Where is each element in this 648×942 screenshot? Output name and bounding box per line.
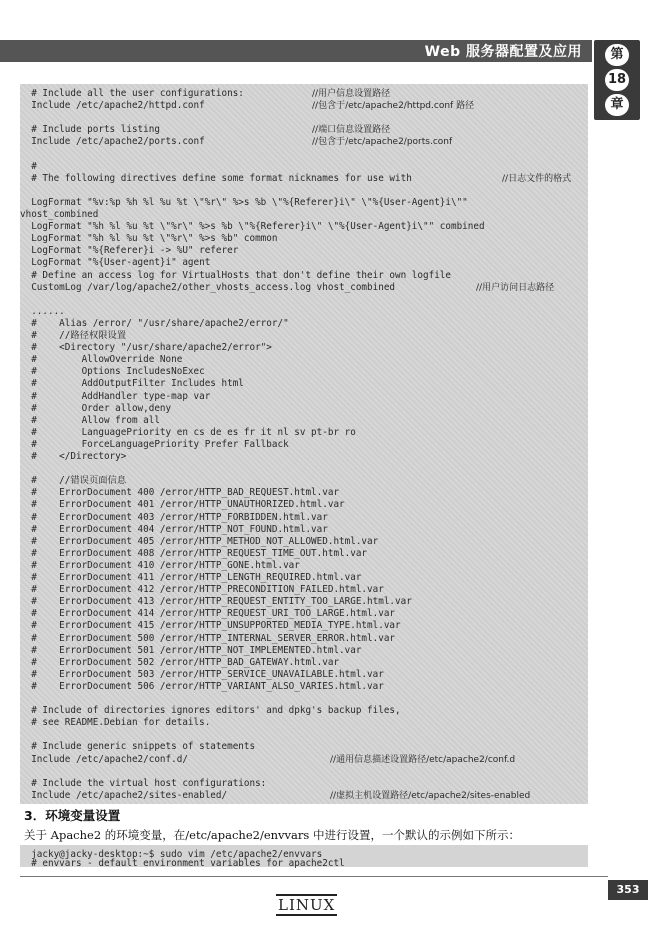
code-line: # LanguagePriority en cs de es fr it nl sv pt-br ro — [20, 426, 356, 438]
footer-rule — [20, 876, 608, 877]
code-line: # Include the virtual host configurations: — [20, 777, 267, 789]
chapter-tab-suffix: 章 — [605, 94, 629, 116]
code-line: # Allow from all — [20, 414, 160, 426]
code-line: # //错误页面信息 — [20, 475, 127, 487]
code-line: # ErrorDocument 405 /error/HTTP_METHOD_NOT_ALLOWED.html.var — [20, 535, 379, 547]
code-line: # Options IncludesNoExec — [20, 366, 205, 378]
code-line: # ErrorDocument 415 /error/HTTP_UNSUPPORTED_MEDIA_TYPE.html.var — [20, 620, 401, 632]
code-line: vhost_combined — [20, 209, 99, 220]
code-comment: //用户信息设置路径 — [312, 89, 391, 99]
code-line: CustomLog /var/log/apache2/other_vhosts_access.log vhost_combined — [20, 281, 396, 293]
chapter-tab-prefix: 第 — [605, 44, 629, 66]
code-line: # see README.Debian for details. — [20, 717, 211, 729]
code-line: # <Directory "/usr/share/apache2/error"> — [20, 342, 272, 354]
code-line: # The following directives define some format nicknames for use with — [20, 172, 412, 184]
code-line: # ErrorDocument 411 /error/HTTP_LENGTH_REQUIRED.html.var — [20, 572, 362, 583]
code-line: # Include of directories ignores editors' and dpkg's backup files, — [20, 705, 401, 717]
code-line: LogFormat "%{Referer}i -> %U" referer — [20, 245, 239, 257]
code-line: # ErrorDocument 412 /error/HTTP_PRECONDITION_FAILED.html.var — [20, 584, 384, 596]
running-header — [0, 40, 592, 62]
code-line: Include /etc/apache2/conf.d/ — [20, 753, 188, 765]
code-line: # ErrorDocument 410 /error/HTTP_GONE.html.var — [20, 559, 300, 571]
code-line: # Order allow,deny — [20, 402, 172, 414]
chapter-tab — [594, 40, 640, 120]
code-line: LogFormat "%h %l %u %t \"%r\" %>s %b" common — [20, 233, 278, 245]
code-line: # Define an access log for VirtualHosts that don't define their own logfile — [20, 269, 451, 281]
code-line: # ForceLanguagePriority Prefer Fallback — [20, 438, 289, 450]
page-number: 353 — [608, 880, 648, 900]
code-line: # ErrorDocument 502 /error/HTTP_BAD_GATEWAY.html.var — [20, 656, 340, 668]
code-line: # ErrorDocument 404 /error/HTTP_NOT_FOUND.html.var — [20, 523, 328, 535]
code-line: # ErrorDocument 503 /error/HTTP_SERVICE_UNAVAILABLE.html.var — [20, 668, 384, 680]
code-line: # AddOutputFilter Includes html — [20, 378, 244, 390]
code-line: # ErrorDocument 506 /error/HTTP_VARIANT_ALSO_VARIES.html.var — [20, 680, 384, 692]
code-line: # Include all the user configurations: — [20, 88, 244, 99]
code-line: # Include ports listing — [20, 124, 160, 136]
code-line: LogFormat "%v:%p %h %l %u %t \"%r\" %>s %b \"%{Referer}i\" \"%{User-Agent}i\"" — [20, 196, 468, 208]
section-heading: 3．环境变量设置 — [24, 808, 121, 823]
code-comment: //端口信息设置路径 — [312, 125, 391, 136]
code-block — [20, 84, 588, 804]
running-header-title: Web 服务器配置及应用 — [424, 44, 582, 60]
code-line: # Alias /error/ "/usr/share/apache2/error/" — [20, 317, 289, 329]
code-line: # — [20, 160, 37, 172]
code-line: LogFormat "%h %l %u %t \"%r\" %>s %b \"%{Referer}i\" \"%{User-Agent}i\"" combined — [20, 221, 485, 233]
code-line: # ErrorDocument 413 /error/HTTP_REQUEST_ENTITY_TOO_LARGE.html.var — [20, 596, 412, 608]
code-line: # envvars - default environment variables for apache2ctl — [20, 858, 345, 869]
code-line: # ErrorDocument 408 /error/HTTP_REQUEST_TIME_OUT.html.var — [20, 547, 368, 559]
code-line: # ErrorDocument 501 /error/HTTP_NOT_IMPLEMENTED.html.var — [20, 644, 362, 656]
code-line: Include /etc/apache2/ports.conf — [20, 136, 205, 148]
code-comment: //包含于/etc/apache2/httpd.conf 路径 — [312, 101, 475, 112]
code-line: # ErrorDocument 400 /error/HTTP_BAD_REQUEST.html.var — [20, 487, 340, 499]
code-comment: //虚拟主机设置路径/etc/apache2/sites-enabled — [330, 790, 531, 801]
code-line: # //路径权限设置 — [20, 330, 127, 341]
code-line: # ErrorDocument 500 /error/HTTP_INTERNAL_SERVER_ERROR.html.var — [20, 632, 396, 644]
code-line: # AddHandler type-map var — [20, 390, 211, 402]
code-line: # AllowOverride None — [20, 354, 183, 366]
chapter-tab-number: 18 — [605, 69, 629, 91]
footer-logo: LINUX — [278, 896, 336, 914]
code-comment: //日志文件的格式 — [502, 173, 572, 184]
code-line: Include /etc/apache2/httpd.conf — [20, 100, 205, 112]
code-line: # ErrorDocument 414 /error/HTTP_REQUEST_URI_TOO_LARGE.html.var — [20, 608, 396, 620]
code-block-envvars — [20, 845, 588, 867]
code-line: Include /etc/apache2/sites-enabled/ — [20, 789, 228, 801]
code-line: LogFormat "%{User-agent}i" agent — [20, 257, 211, 269]
code-line: # ErrorDocument 403 /error/HTTP_FORBIDDEN.html.var — [20, 511, 328, 523]
code-comment: //通用信息描述设置路径/etc/apache2/conf.d — [330, 754, 516, 765]
code-line: jacky@jacky-desktop:~$ sudo vim /etc/apache2/envvars — [20, 849, 323, 860]
code-line: # </Directory> — [20, 451, 127, 462]
code-comment: //用户访问日志路径 — [476, 282, 555, 293]
code-line: ...... — [20, 305, 65, 317]
body-paragraph: 关于 Apache2 的环境变量，在/etc/apache2/envvars 中进行设置，一个默认的示例如下所示： — [24, 828, 520, 842]
code-line: # Include generic snippets of statements — [20, 741, 256, 753]
code-line: # ErrorDocument 401 /error/HTTP_UNAUTHORIZED.html.var — [20, 499, 345, 511]
code-comment: //包含于/etc/apache2/ports.conf — [312, 137, 453, 148]
